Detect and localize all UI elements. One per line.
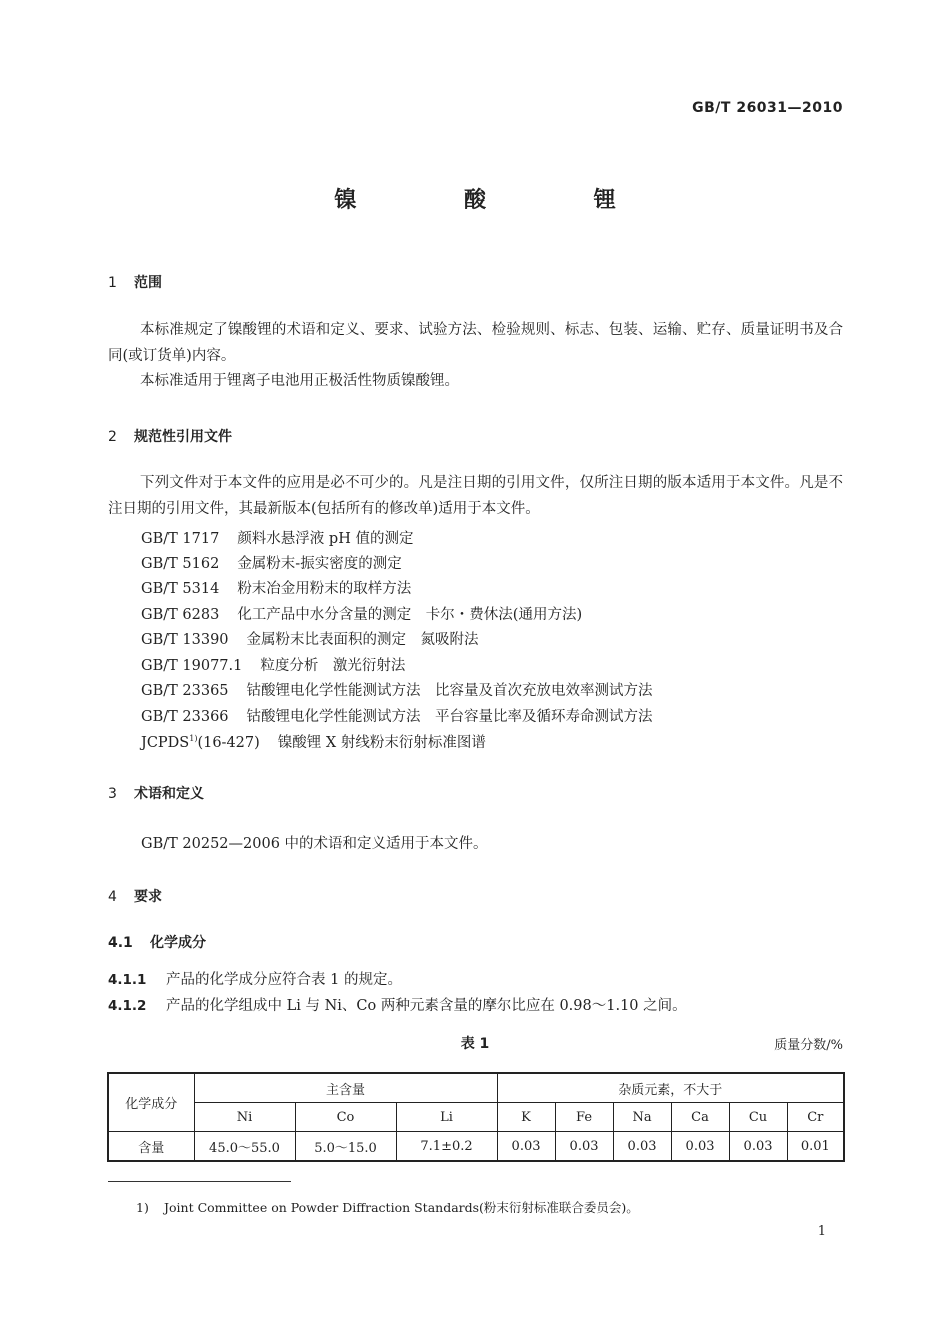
reference-item [141,679,653,700]
reference-code: GB/T 19077.1 [141,658,243,674]
table-cell: 7.1±0.2 [396,1132,497,1162]
section-4-heading [108,886,162,906]
reference-title: 颜料水悬浮液 pH 值的测定 [237,531,414,547]
clause-number: 4.1.2 [108,998,147,1014]
table-cell: 0.01 [787,1132,844,1162]
section-number: 3 [108,786,117,802]
composition-table [107,1072,845,1162]
reference-code-tail: (16-427) [197,735,260,751]
reference-code: GB/T 6283 [141,607,220,623]
table-title: 表 1 [460,1036,490,1052]
column-header: K [497,1103,555,1132]
reference-title: 化工产品中水分含量的测定 卡尔・费休法(通用方法) [237,607,583,623]
section-title: 范围 [134,275,162,291]
reference-item [141,552,402,573]
subsection-number: 4.1 [108,935,133,951]
footnote-marker: 1) [189,734,198,744]
reference-item [141,577,411,598]
table-row [108,1132,844,1162]
table-cell: 0.03 [555,1132,613,1162]
table-cell: 5.0～15.0 [295,1132,396,1162]
reference-item [141,527,413,548]
table-subheader-row [108,1103,844,1132]
clause-4-1-2 [108,994,687,1015]
clause-number: 4.1.1 [108,972,147,988]
column-header: Ni [194,1103,295,1132]
clause-text: 产品的化学组成中 Li 与 Ni、Co 两种元素含量的摩尔比应在 0.98～1.10 之间。 [166,998,687,1014]
subsection-4-1-heading [108,932,206,952]
footnote-mark: 1) [136,1200,149,1215]
column-header: Cu [729,1103,787,1132]
section-number: 4 [108,889,117,905]
column-header: Ca [671,1103,729,1132]
page-number: 1 [817,1224,826,1239]
impurity-group-header: 杂质元素，不大于 [497,1073,844,1103]
reference-item [141,603,582,624]
table-cell: 0.03 [613,1132,671,1162]
column-header: Cr [787,1103,844,1132]
section-3-heading [108,783,204,803]
footnote [136,1198,639,1216]
table-cell: 0.03 [497,1132,555,1162]
row-label: 含量 [108,1132,194,1162]
section-1-paragraph-1: 本标准规定了镍酸锂的术语和定义、要求、试验方法、检验规则、标志、包装、运输、贮存、质量证明书及合同(或订货单)内容。 [108,322,843,364]
reference-code: GB/T 1717 [141,531,220,547]
section-1-paragraph-2: 本标准适用于锂离子电池用正极活性物质镍酸锂。 [140,373,459,389]
reference-item [141,705,653,726]
table-cell: 0.03 [671,1132,729,1162]
main-content-group-header: 主含量 [194,1073,497,1103]
section-title: 要求 [134,889,162,905]
reference-code: JCPDS [141,735,190,751]
column-header: Na [613,1103,671,1132]
clause-4-1-1 [108,968,402,989]
table-row-header: 化学成分 [108,1073,194,1132]
section-title: 术语和定义 [134,786,204,802]
section-title: 规范性引用文件 [134,429,232,445]
table-cell: 0.03 [729,1132,787,1162]
section-2-heading [108,426,232,446]
column-header: Li [396,1103,497,1132]
reference-title: 金属粉末比表面积的测定 氮吸附法 [246,632,479,648]
page-title: 镍 酸 锂 [334,188,666,213]
table-unit: 质量分数/% [774,1038,843,1053]
table-header-row [108,1073,844,1103]
reference-item [141,654,405,675]
column-header: Fe [555,1103,613,1132]
reference-code: GB/T 23365 [141,683,229,699]
footnote-text: Joint Committee on Powder Diffraction Standards(粉末衍射标准联合委员会)。 [164,1200,639,1215]
reference-code: GB/T 5314 [141,581,220,597]
standard-number: GB/T 26031—2010 [692,100,843,116]
reference-code: GB/T 5162 [141,556,220,572]
table-cell: 45.0～55.0 [194,1132,295,1162]
reference-title: 粒度分析 激光衍射法 [260,658,406,674]
reference-item [141,731,486,752]
clause-text: 产品的化学成分应符合表 1 的规定。 [166,972,402,988]
reference-title: 钴酸锂电化学性能测试方法 平台容量比率及循环寿命测试方法 [246,709,653,725]
reference-code: GB/T 23366 [141,709,229,725]
section-2-paragraph-1: 下列文件对于本文件的应用是必不可少的。凡是注日期的引用文件，仅所注日期的版本适用于本文件。凡是不注日期的引用文件，其最新版本(包括所有的修改单)适用于本文件。 [108,475,843,517]
reference-title: 镍酸锂 X 射线粉末衍射标准图谱 [277,735,486,751]
footnote-divider [108,1181,291,1182]
section-number: 2 [108,429,117,445]
reference-title: 粉末冶金用粉末的取样方法 [237,581,412,597]
column-header: Co [295,1103,396,1132]
subsection-title: 化学成分 [150,935,206,951]
section-3-paragraph-1: GB/T 20252—2006 中的术语和定义适用于本文件。 [141,836,488,852]
reference-title: 钴酸锂电化学性能测试方法 比容量及首次充放电效率测试方法 [246,683,653,699]
reference-item [141,628,479,649]
reference-code: GB/T 13390 [141,632,229,648]
reference-title: 金属粉末-振实密度的测定 [237,556,402,572]
section-1-heading [108,272,162,292]
section-number: 1 [108,275,117,291]
